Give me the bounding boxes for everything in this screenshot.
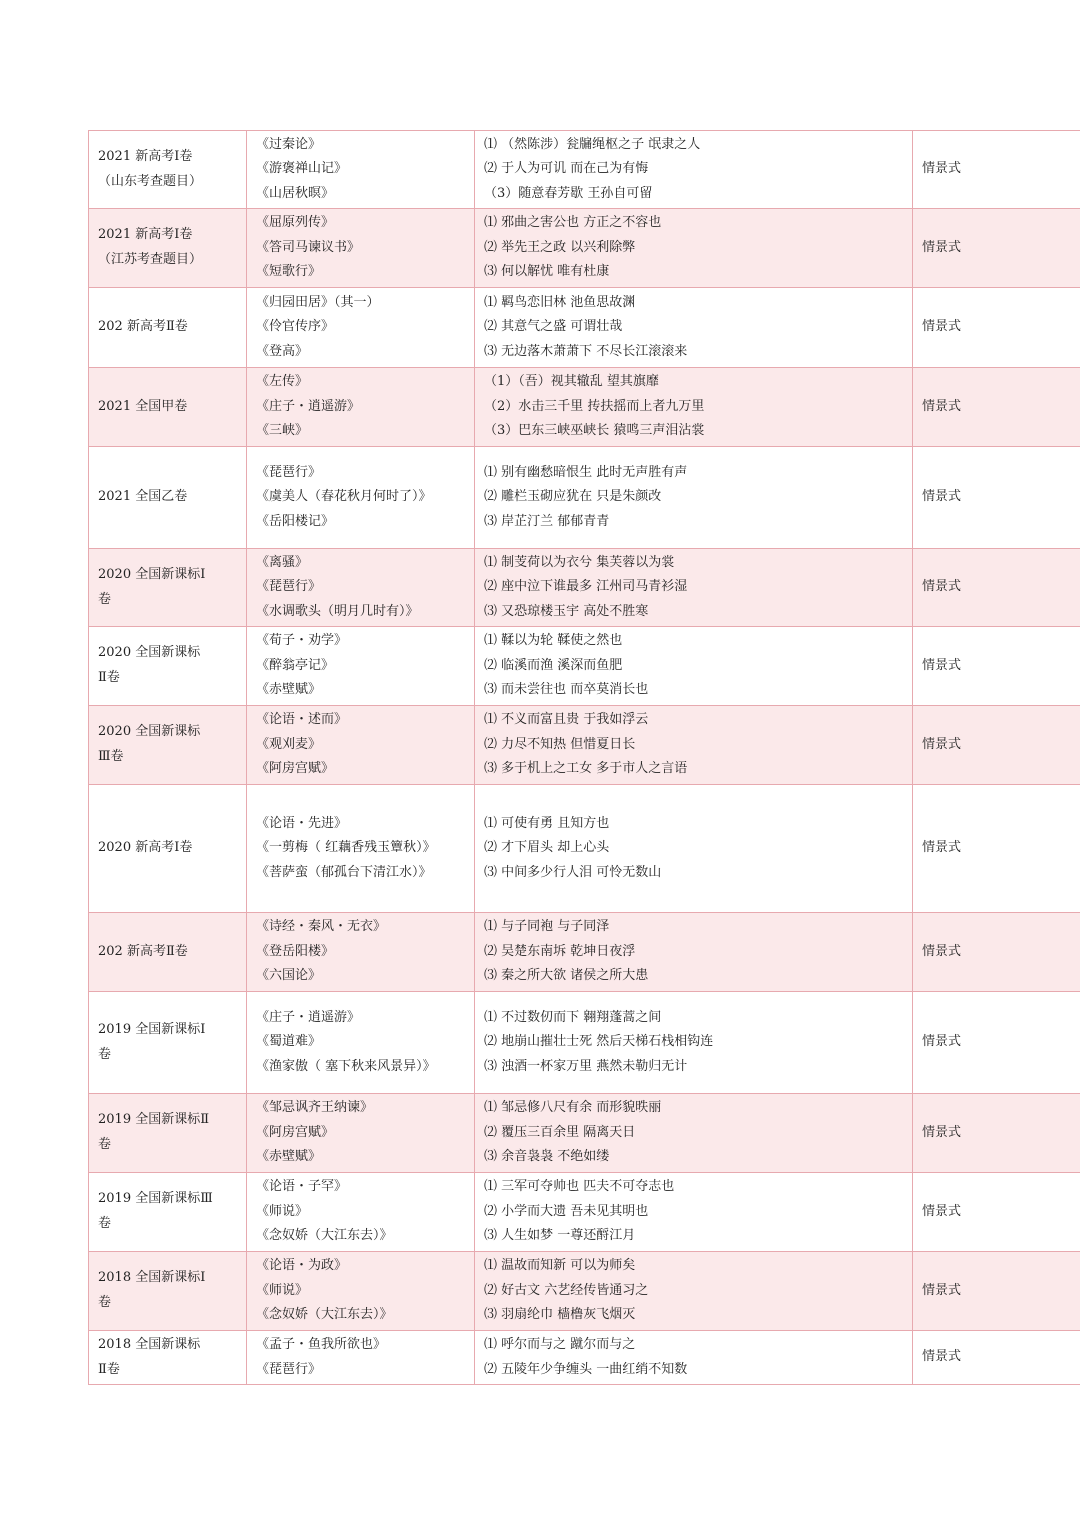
question-type: 情景式: [922, 489, 962, 505]
sentence-line: ⑵ 好古文 六艺经传皆通习之: [484, 1282, 649, 1298]
work-title: 《论语・先进》: [256, 815, 348, 831]
sentence-line: （1）（吾）视其辙乱 望其旗靡: [484, 374, 659, 390]
exam-name: （山东考查题目）: [98, 173, 203, 189]
table-row: [89, 209, 1080, 288]
work-title: 《山居秋暝》: [256, 185, 335, 201]
sentence-line: ⑵ 于人为可讥 而在己为有悔: [484, 161, 649, 177]
exam-cell: [89, 131, 247, 209]
work-title: 《论语・为政》: [256, 1258, 348, 1274]
work-title: 《水调歌头（明月几时有）》: [256, 603, 419, 619]
question-type: 情景式: [922, 1124, 962, 1140]
table-row: [89, 1173, 1080, 1252]
sentence-line: ⑶ 岸芷汀兰 郁郁青青: [484, 513, 610, 529]
work-title: 《念奴娇（大江东去）》: [256, 1228, 393, 1244]
exam-cell: [89, 706, 247, 785]
work-title: 《醉翁亭记》: [256, 657, 335, 673]
works-cell: [247, 706, 475, 785]
works-cell: [247, 913, 475, 992]
exam-name: 2018 全国新课标: [98, 1336, 201, 1352]
table-row: [89, 706, 1080, 785]
exam-cell: [89, 1252, 247, 1331]
exam-cell: [89, 288, 247, 368]
exam-name: Ⅲ卷: [98, 749, 124, 764]
work-title: 《阿房宫赋》: [256, 1124, 335, 1140]
work-title: 《虞美人（春花秋月何时了）》: [256, 489, 432, 505]
sentence-line: ⑵ 覆压三百余里 隔离天日: [484, 1124, 636, 1140]
works-cell: [247, 1252, 475, 1331]
sentence-line: ⑶ 浊酒一杯家万里 燕然未勒归无计: [484, 1058, 688, 1074]
work-title: 《左传》: [256, 374, 309, 390]
sentence-line: ⑴ 邹忌修八尺有余 而形貌昳丽: [484, 1100, 662, 1116]
sentence-line: ⑴ 羁鸟恋旧林 池鱼思故渊: [484, 294, 636, 310]
work-title: 《短歌行》: [256, 264, 322, 280]
exam-name: 卷: [98, 591, 112, 607]
exam-cell: [89, 1173, 247, 1252]
work-title: 《归园田居》（其一）: [256, 294, 380, 310]
sentences-cell: [475, 1094, 913, 1173]
sentences-cell: [475, 288, 913, 368]
exam-name: 2021 全国甲卷: [98, 398, 188, 414]
works-cell: [247, 131, 475, 209]
sentence-line: ⑵ 座中泣下谁最多 江州司马青衫湿: [484, 579, 688, 595]
works-cell: [247, 549, 475, 627]
sentence-line: ⑶ 羽扇纶巾 樯橹灰飞烟灭: [484, 1307, 636, 1323]
sentence-line: ⑶ 中间多少行人泪 可怜无数山: [484, 864, 662, 880]
sentence-line: ⑵ 吴楚东南坼 乾坤日夜浮: [484, 943, 636, 959]
sentence-line: ⑴ 可使有勇 且知方也: [484, 815, 610, 831]
sentences-cell: [475, 785, 913, 913]
table-row: [89, 1252, 1080, 1331]
type-cell: [913, 1094, 1080, 1173]
sentences-cell: [475, 1331, 913, 1385]
question-type: 情景式: [922, 319, 962, 335]
question-type: 情景式: [922, 657, 962, 673]
type-cell: [913, 1331, 1080, 1385]
work-title: 《三峡》: [256, 423, 309, 439]
exam-name: 卷: [98, 1216, 112, 1231]
work-title: 《孟子・鱼我所欲也》: [256, 1336, 387, 1352]
table-row: [89, 131, 1080, 209]
work-title: 《琵琶行》: [256, 464, 322, 480]
sentences-cell: [475, 131, 913, 209]
works-cell: [247, 1173, 475, 1252]
work-title: 《游褒禅山记》: [256, 161, 348, 177]
sentence-line: ⑴ 温故而知新 可以为师矣: [484, 1258, 636, 1274]
sentences-cell: [475, 549, 913, 627]
exam-name: 2021 新高考Ⅰ卷: [98, 227, 193, 243]
type-cell: [913, 288, 1080, 368]
work-title: 《论语・述而》: [256, 712, 348, 728]
exam-cell: [89, 785, 247, 913]
type-cell: [913, 549, 1080, 627]
table-row: [89, 368, 1080, 447]
sentence-line: ⑶ 何以解忧 唯有杜康: [484, 264, 610, 280]
question-type: 情景式: [922, 161, 962, 177]
works-cell: [247, 627, 475, 706]
type-cell: [913, 992, 1080, 1094]
exam-name: （江苏考查题目）: [98, 252, 203, 267]
works-cell: [247, 368, 475, 447]
sentence-line: ⑶ 秦之所大欲 诸侯之所大患: [484, 968, 649, 984]
type-cell: [913, 1252, 1080, 1331]
work-title: 《观刈麦》: [256, 736, 322, 752]
exam-cell: [89, 549, 247, 627]
question-type: 情景式: [922, 1282, 962, 1298]
exam-table: [88, 130, 1080, 1385]
table-row: [89, 627, 1080, 706]
sentences-cell: [475, 627, 913, 706]
table-row: [89, 913, 1080, 992]
work-title: 《琵琶行》: [256, 579, 322, 595]
exam-name: 卷: [98, 1046, 112, 1062]
question-type: 情景式: [922, 239, 962, 255]
question-type: 情景式: [922, 579, 962, 595]
type-cell: [913, 706, 1080, 785]
question-type: 情景式: [922, 736, 962, 752]
sentence-line: ⑶ 余音袅袅 不绝如缕: [484, 1149, 610, 1165]
type-cell: [913, 209, 1080, 288]
exam-cell: [89, 209, 247, 288]
work-title: 《渔家傲（ 塞下秋来风景异）》: [256, 1058, 436, 1074]
sentence-line: （3）巴东三峡巫峡长 猿鸣三声泪沾裳: [484, 423, 705, 439]
work-title: 《师说》: [256, 1203, 309, 1219]
exam-name: 2019 全国新课标Ⅱ: [98, 1112, 210, 1128]
sentences-cell: [475, 913, 913, 992]
table-row: [89, 785, 1080, 913]
table-row: [89, 1094, 1080, 1173]
sentences-cell: [475, 368, 913, 447]
work-title: 《诗经・秦风・无衣》: [256, 919, 387, 935]
work-title: 《离骚》: [256, 554, 309, 570]
exam-name: 2021 全国乙卷: [98, 489, 188, 505]
sentence-line: ⑴ 别有幽愁暗恨生 此时无声胜有声: [484, 464, 688, 480]
sentence-line: ⑵ 雕栏玉砌应犹在 只是朱颜改: [484, 489, 662, 505]
type-cell: [913, 913, 1080, 992]
table-row: [89, 1331, 1080, 1385]
exam-name: 2018 全国新课标Ⅰ: [98, 1270, 206, 1286]
table-row: [89, 447, 1080, 549]
sentence-line: ⑶ 而未尝往也 而卒莫消长也: [484, 682, 649, 698]
exam-name: Ⅱ卷: [98, 670, 120, 685]
sentence-line: ⑶ 人生如梦 一尊还酹江月: [484, 1228, 636, 1244]
exam-name: Ⅱ卷: [98, 1361, 120, 1377]
type-cell: [913, 627, 1080, 706]
sentences-cell: [475, 706, 913, 785]
work-title: 《赤壁赋》: [256, 682, 322, 698]
exam-name: 2021 新高考Ⅰ卷: [98, 148, 193, 164]
type-cell: [913, 785, 1080, 913]
sentence-line: （3）随意春芳歇 王孙自可留: [484, 185, 653, 201]
sentence-line: （2）水击三千里 抟扶摇而上者九万里: [484, 398, 705, 414]
question-type: 情景式: [922, 398, 962, 414]
sentence-line: ⑴ 不过数仞而下 翱翔蓬蒿之间: [484, 1009, 662, 1025]
sentence-line: ⑴ 呼尔而与之 蹴尔而与之: [484, 1336, 636, 1352]
works-cell: [247, 447, 475, 549]
sentence-line: ⑴ 三军可夺帅也 匹夫不可夺志也: [484, 1179, 675, 1195]
sentence-line: ⑴ （然陈涉）瓮牖绳枢之子 氓隶之人: [484, 136, 701, 152]
question-type: 情景式: [922, 840, 962, 856]
exam-cell: [89, 1094, 247, 1173]
sentence-line: ⑴ 鞣以为轮 鞣使之然也: [484, 633, 623, 649]
sentences-cell: [475, 209, 913, 288]
sentence-line: ⑴ 制芰荷以为衣兮 集芙蓉以为裳: [484, 554, 675, 570]
sentence-line: ⑵ 才下眉头 却上心头: [484, 840, 610, 856]
exam-name: 2020 全国新课标: [98, 724, 201, 740]
sentence-line: ⑵ 地崩山摧壮士死 然后天梯石栈相钩连: [484, 1034, 714, 1050]
sentence-line: ⑴ 与子同袍 与子同泽: [484, 919, 610, 935]
sentences-cell: [475, 1173, 913, 1252]
work-title: 《六国论》: [256, 968, 322, 984]
work-title: 《琵琶行》: [256, 1361, 322, 1377]
work-title: 《蜀道难》: [256, 1034, 322, 1050]
work-title: 《答司马谏议书》: [256, 239, 361, 255]
exam-name: 202 新高考Ⅱ卷: [98, 943, 188, 959]
work-title: 《登高》: [256, 343, 309, 359]
work-title: 《赤壁赋》: [256, 1149, 322, 1165]
exam-name: 卷: [98, 1295, 112, 1310]
sentence-line: ⑶ 多于机上之工女 多于市人之言语: [484, 761, 688, 777]
exam-cell: [89, 627, 247, 706]
sentence-line: ⑵ 举先王之政 以兴利除弊: [484, 239, 636, 255]
sentence-line: ⑶ 又恐琼楼玉宇 高处不胜寒: [484, 603, 649, 619]
sentence-line: ⑵ 小学而大遗 吾未见其明也: [484, 1203, 649, 1219]
sentence-line: ⑴ 不义而富且贵 于我如浮云: [484, 712, 649, 728]
work-title: 《阿房宫赋》: [256, 761, 335, 777]
question-type: 情景式: [922, 1349, 962, 1365]
works-cell: [247, 785, 475, 913]
question-type: 情景式: [922, 943, 962, 959]
exam-name: 2020 全国新课标: [98, 645, 201, 661]
sentence-line: ⑵ 临溪而渔 溪深而鱼肥: [484, 657, 623, 673]
exam-name: 2020 全国新课标Ⅰ: [98, 566, 206, 582]
sentence-line: ⑵ 五陵年少争缠头 一曲红绡不知数: [484, 1361, 688, 1377]
exam-name: 2019 全国新课标Ⅲ: [98, 1191, 213, 1207]
sentence-line: ⑴ 邪曲之害公也 方正之不容也: [484, 215, 662, 231]
work-title: 《邹忌讽齐王纳谏》: [256, 1100, 374, 1116]
exam-name: 2020 新高考Ⅰ卷: [98, 840, 193, 856]
sentences-cell: [475, 1252, 913, 1331]
works-cell: [247, 288, 475, 368]
works-cell: [247, 1331, 475, 1385]
exam-name: 卷: [98, 1137, 112, 1152]
work-title: 《菩萨蛮（郁孤台下清江水）》: [256, 864, 432, 880]
exam-cell: [89, 913, 247, 992]
work-title: 《屈原列传》: [256, 215, 335, 231]
work-title: 《师说》: [256, 1282, 309, 1298]
sentence-line: ⑵ 力尽不知热 但惜夏日长: [484, 736, 636, 752]
work-title: 《荀子・劝学》: [256, 633, 348, 649]
work-title: 《庄子・逍遥游》: [256, 1009, 361, 1025]
table-row: [89, 992, 1080, 1094]
works-cell: [247, 209, 475, 288]
exam-cell: [89, 1331, 247, 1385]
exam-cell: [89, 447, 247, 549]
table-row: [89, 549, 1080, 627]
sentences-cell: [475, 447, 913, 549]
sentence-line: ⑵ 其意气之盛 可谓壮哉: [484, 319, 623, 335]
exam-name: 202 新高考Ⅱ卷: [98, 319, 188, 335]
work-title: 《论语・子罕》: [256, 1179, 348, 1195]
type-cell: [913, 447, 1080, 549]
works-cell: [247, 992, 475, 1094]
exam-name: 2019 全国新课标Ⅰ: [98, 1021, 206, 1037]
exam-table-body: [89, 131, 1080, 1385]
work-title: 《登岳阳楼》: [256, 943, 335, 959]
work-title: 《岳阳楼记》: [256, 513, 335, 529]
exam-cell: [89, 368, 247, 447]
type-cell: [913, 368, 1080, 447]
work-title: 《庄子・逍遥游》: [256, 398, 361, 414]
work-title: 《过秦论》: [256, 136, 322, 152]
table-row: [89, 288, 1080, 368]
question-type: 情景式: [922, 1034, 962, 1050]
work-title: 《一剪梅（ 红藕香残玉簟秋）》: [256, 840, 436, 856]
works-cell: [247, 1094, 475, 1173]
type-cell: [913, 1173, 1080, 1252]
work-title: 《念奴娇（大江东去）》: [256, 1307, 393, 1323]
exam-cell: [89, 992, 247, 1094]
sentences-cell: [475, 992, 913, 1094]
question-type: 情景式: [922, 1203, 962, 1219]
type-cell: [913, 131, 1080, 209]
sentence-line: ⑶ 无边落木萧萧下 不尽长江滚滚来: [484, 343, 688, 359]
work-title: 《伶官传序》: [256, 319, 335, 335]
